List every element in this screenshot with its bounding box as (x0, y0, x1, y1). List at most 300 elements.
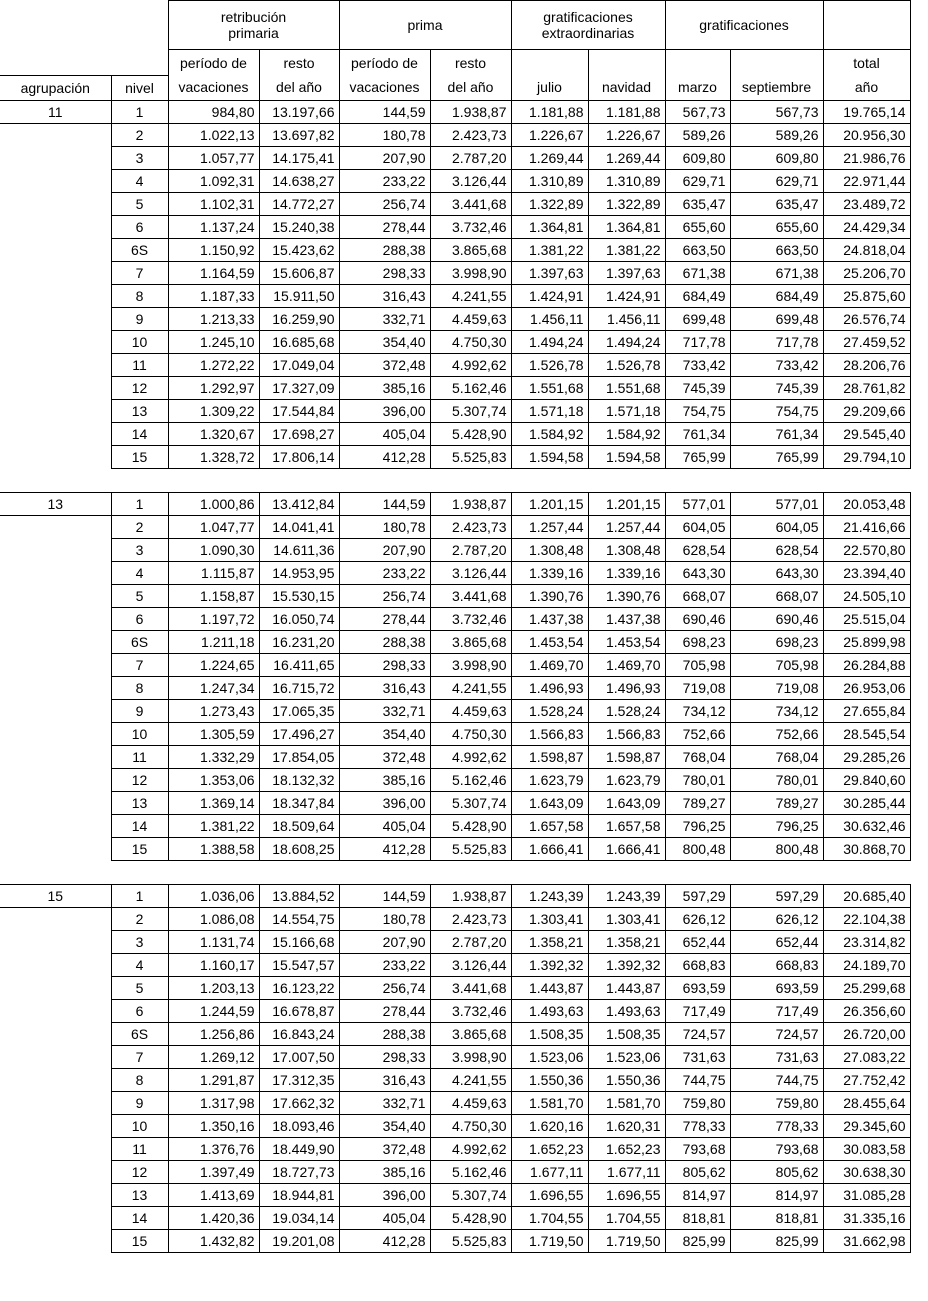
value-cell: 4.992,62 (430, 353, 511, 376)
agrupacion-cell (0, 768, 111, 791)
value-cell: 15.166,68 (259, 930, 339, 953)
value-cell: 1.453,54 (588, 630, 665, 653)
value-cell: 1.309,22 (168, 399, 259, 422)
table-row (0, 492, 910, 515)
nivel-cell: 12 (111, 376, 168, 399)
value-cell: 768,04 (665, 745, 730, 768)
value-cell: 385,16 (339, 1160, 430, 1183)
table-row (0, 100, 910, 123)
value-cell: 3.126,44 (430, 169, 511, 192)
agrupacion-cell (0, 307, 111, 330)
value-cell: 288,38 (339, 238, 430, 261)
value-cell: 5.162,46 (430, 1160, 511, 1183)
value-cell: 671,38 (665, 261, 730, 284)
header-group-total (823, 1, 910, 50)
value-cell: 14.554,75 (259, 907, 339, 930)
value-cell: 765,99 (665, 445, 730, 468)
table-row (0, 1183, 910, 1206)
agrupacion-cell (0, 1022, 111, 1045)
table-row (0, 538, 910, 561)
value-cell: 396,00 (339, 1183, 430, 1206)
table-row (0, 768, 910, 791)
value-cell: 17.049,04 (259, 353, 339, 376)
value-cell: 372,48 (339, 1137, 430, 1160)
value-cell: 1.523,06 (511, 1045, 588, 1068)
nivel-cell: 4 (111, 561, 168, 584)
value-cell: 412,28 (339, 1229, 430, 1252)
value-cell: 1.181,88 (588, 100, 665, 123)
value-cell: 684,49 (730, 284, 823, 307)
value-cell: 1.623,79 (588, 768, 665, 791)
agrupacion-cell (0, 653, 111, 676)
value-cell: 1.397,49 (168, 1160, 259, 1183)
header-blank-2 (0, 50, 111, 76)
value-cell: 719,08 (665, 676, 730, 699)
value-cell: 1.057,77 (168, 146, 259, 169)
header-sub-empty-3 (730, 50, 823, 76)
value-cell: 1.623,79 (511, 768, 588, 791)
value-cell: 744,75 (665, 1068, 730, 1091)
column-header-0: agrupación (0, 75, 111, 100)
table-row (0, 1160, 910, 1183)
nivel-cell: 5 (111, 584, 168, 607)
value-cell: 628,54 (665, 538, 730, 561)
table-row (0, 1045, 910, 1068)
value-cell: 1.392,32 (588, 953, 665, 976)
value-cell: 643,30 (730, 561, 823, 584)
value-cell: 5.525,83 (430, 1229, 511, 1252)
header-blank (0, 1, 168, 50)
value-cell: 1.269,44 (588, 146, 665, 169)
value-cell: 1.594,58 (511, 445, 588, 468)
value-cell: 14.041,41 (259, 515, 339, 538)
value-cell: 1.322,89 (588, 192, 665, 215)
value-cell: 1.528,24 (511, 699, 588, 722)
value-cell: 3.865,68 (430, 1022, 511, 1045)
value-cell: 1.310,89 (588, 169, 665, 192)
value-cell: 668,83 (730, 953, 823, 976)
value-cell: 16.715,72 (259, 676, 339, 699)
header-sub-empty-2 (665, 50, 730, 76)
value-cell: 1.243,39 (511, 884, 588, 907)
value-cell: 754,75 (665, 399, 730, 422)
value-cell: 3.126,44 (430, 953, 511, 976)
table-row (0, 215, 910, 238)
value-cell: 609,80 (730, 146, 823, 169)
value-cell: 180,78 (339, 907, 430, 930)
value-cell: 405,04 (339, 422, 430, 445)
value-cell: 1.719,50 (511, 1229, 588, 1252)
value-cell: 4.459,63 (430, 1091, 511, 1114)
table-row (0, 953, 910, 976)
value-cell: 693,59 (665, 976, 730, 999)
gap-cell (0, 468, 910, 492)
value-cell: 23.489,72 (823, 192, 910, 215)
value-cell: 3.441,68 (430, 584, 511, 607)
value-cell: 16.685,68 (259, 330, 339, 353)
value-cell: 690,46 (665, 607, 730, 630)
table-row (0, 1206, 910, 1229)
value-cell: 1.226,67 (511, 123, 588, 146)
value-cell: 17.544,84 (259, 399, 339, 422)
nivel-cell: 11 (111, 745, 168, 768)
value-cell: 1.353,06 (168, 768, 259, 791)
value-cell: 1.456,11 (511, 307, 588, 330)
value-cell: 31.085,28 (823, 1183, 910, 1206)
value-cell: 278,44 (339, 607, 430, 630)
value-cell: 652,44 (730, 930, 823, 953)
nivel-cell: 8 (111, 284, 168, 307)
value-cell: 1.526,78 (511, 353, 588, 376)
value-cell: 5.307,74 (430, 791, 511, 814)
agrupacion-cell (0, 722, 111, 745)
value-cell: 332,71 (339, 307, 430, 330)
table-row (0, 1229, 910, 1252)
value-cell: 207,90 (339, 538, 430, 561)
value-cell: 1.566,83 (588, 722, 665, 745)
value-cell: 805,62 (665, 1160, 730, 1183)
value-cell: 144,59 (339, 100, 430, 123)
value-cell: 1.269,44 (511, 146, 588, 169)
nivel-cell: 12 (111, 1160, 168, 1183)
value-cell: 1.437,38 (588, 607, 665, 630)
value-cell: 1.494,24 (511, 330, 588, 353)
value-cell: 1.390,76 (588, 584, 665, 607)
value-cell: 626,12 (730, 907, 823, 930)
nivel-cell: 3 (111, 930, 168, 953)
agrupacion-cell (0, 192, 111, 215)
agrupacion-cell (0, 1206, 111, 1229)
value-cell: 1.432,82 (168, 1229, 259, 1252)
value-cell: 1.620,16 (511, 1114, 588, 1137)
gap-cell (0, 860, 910, 884)
value-cell: 372,48 (339, 745, 430, 768)
nivel-cell: 13 (111, 399, 168, 422)
agrupacion-cell (0, 123, 111, 146)
agrupacion-cell (0, 745, 111, 768)
table-row (0, 607, 910, 630)
value-cell: 332,71 (339, 1091, 430, 1114)
value-cell: 17.312,35 (259, 1068, 339, 1091)
value-cell: 768,04 (730, 745, 823, 768)
nivel-cell: 5 (111, 192, 168, 215)
nivel-cell: 6 (111, 999, 168, 1022)
agrupacion-cell (0, 1137, 111, 1160)
value-cell: 1.437,38 (511, 607, 588, 630)
value-cell: 3.126,44 (430, 561, 511, 584)
value-cell: 635,47 (730, 192, 823, 215)
nivel-cell: 6S (111, 238, 168, 261)
value-cell: 1.226,67 (588, 123, 665, 146)
value-cell: 354,40 (339, 330, 430, 353)
value-cell: 1.392,32 (511, 953, 588, 976)
column-header-8: marzo (665, 75, 730, 100)
value-cell: 1.496,93 (511, 676, 588, 699)
value-cell: 597,29 (730, 884, 823, 907)
value-cell: 671,38 (730, 261, 823, 284)
value-cell: 1.308,48 (588, 538, 665, 561)
value-cell: 2.787,20 (430, 146, 511, 169)
value-cell: 800,48 (730, 837, 823, 860)
value-cell: 1.523,06 (588, 1045, 665, 1068)
agrupacion-cell (0, 630, 111, 653)
value-cell: 1.358,21 (511, 930, 588, 953)
nivel-cell: 13 (111, 1183, 168, 1206)
nivel-cell: 1 (111, 884, 168, 907)
value-cell: 1.187,33 (168, 284, 259, 307)
nivel-cell: 15 (111, 445, 168, 468)
value-cell: 21.986,76 (823, 146, 910, 169)
value-cell: 1.424,91 (511, 284, 588, 307)
table-row (0, 330, 910, 353)
value-cell: 698,23 (730, 630, 823, 653)
table-row (0, 1022, 910, 1045)
value-cell: 668,07 (665, 584, 730, 607)
header-sub-1: resto (259, 50, 339, 76)
value-cell: 17.806,14 (259, 445, 339, 468)
value-cell: 717,78 (730, 330, 823, 353)
nivel-cell: 11 (111, 353, 168, 376)
agrupacion-cell (0, 445, 111, 468)
value-cell: 15.911,50 (259, 284, 339, 307)
agrupacion-cell (0, 999, 111, 1022)
value-cell: 2.787,20 (430, 538, 511, 561)
table-row (0, 238, 910, 261)
value-cell: 1.364,81 (511, 215, 588, 238)
value-cell: 396,00 (339, 791, 430, 814)
value-cell: 5.162,46 (430, 376, 511, 399)
value-cell: 805,62 (730, 1160, 823, 1183)
value-cell: 26.953,06 (823, 676, 910, 699)
value-cell: 1.197,72 (168, 607, 259, 630)
value-cell: 17.327,09 (259, 376, 339, 399)
table-row (0, 884, 910, 907)
nivel-cell: 6 (111, 215, 168, 238)
value-cell: 4.750,30 (430, 1114, 511, 1137)
value-cell: 717,78 (665, 330, 730, 353)
value-cell: 29.794,10 (823, 445, 910, 468)
value-cell: 733,42 (665, 353, 730, 376)
value-cell: 17.496,27 (259, 722, 339, 745)
value-cell: 5.307,74 (430, 399, 511, 422)
value-cell: 13.412,84 (259, 492, 339, 515)
value-cell: 1.257,44 (588, 515, 665, 538)
section-gap (0, 468, 910, 492)
value-cell: 4.459,63 (430, 699, 511, 722)
value-cell: 663,50 (665, 238, 730, 261)
value-cell: 800,48 (665, 837, 730, 860)
value-cell: 699,48 (730, 307, 823, 330)
value-cell: 1.320,67 (168, 422, 259, 445)
table-row (0, 630, 910, 653)
nivel-cell: 8 (111, 676, 168, 699)
value-cell: 1.244,59 (168, 999, 259, 1022)
value-cell: 1.328,72 (168, 445, 259, 468)
value-cell: 25.899,98 (823, 630, 910, 653)
value-cell: 780,01 (730, 768, 823, 791)
agrupacion-cell (0, 376, 111, 399)
value-cell: 825,99 (665, 1229, 730, 1252)
value-cell: 27.752,42 (823, 1068, 910, 1091)
value-cell: 28.761,82 (823, 376, 910, 399)
table-row (0, 422, 910, 445)
value-cell: 1.317,98 (168, 1091, 259, 1114)
value-cell: 1.092,31 (168, 169, 259, 192)
value-cell: 1.508,35 (588, 1022, 665, 1045)
value-cell: 1.528,24 (588, 699, 665, 722)
value-cell: 1.243,39 (588, 884, 665, 907)
agrupacion-cell (0, 1114, 111, 1137)
value-cell: 597,29 (665, 884, 730, 907)
value-cell: 1.397,63 (511, 261, 588, 284)
value-cell: 818,81 (730, 1206, 823, 1229)
table-row (0, 1114, 910, 1137)
value-cell: 3.732,46 (430, 999, 511, 1022)
value-cell: 14.175,41 (259, 146, 339, 169)
value-cell: 3.732,46 (430, 215, 511, 238)
agrupacion-cell (0, 284, 111, 307)
value-cell: 1.322,89 (511, 192, 588, 215)
table-row (0, 376, 910, 399)
value-cell: 629,71 (665, 169, 730, 192)
table-row (0, 999, 910, 1022)
value-cell: 1.102,31 (168, 192, 259, 215)
header-sub-3: resto (430, 50, 511, 76)
table-row (0, 561, 910, 584)
value-cell: 663,50 (730, 238, 823, 261)
agrupacion-cell (0, 353, 111, 376)
value-cell: 626,12 (665, 907, 730, 930)
value-cell: 652,44 (665, 930, 730, 953)
value-cell: 24.818,04 (823, 238, 910, 261)
value-cell: 18.093,46 (259, 1114, 339, 1137)
value-cell: 405,04 (339, 1206, 430, 1229)
value-cell: 4.241,55 (430, 1068, 511, 1091)
value-cell: 1.269,12 (168, 1045, 259, 1068)
value-cell: 316,43 (339, 284, 430, 307)
table-row (0, 445, 910, 468)
agrupacion-cell (0, 1045, 111, 1068)
value-cell: 28.206,76 (823, 353, 910, 376)
value-cell: 1.388,58 (168, 837, 259, 860)
value-cell: 1.453,54 (511, 630, 588, 653)
value-cell: 16.259,90 (259, 307, 339, 330)
value-cell: 1.469,70 (511, 653, 588, 676)
value-cell: 825,99 (730, 1229, 823, 1252)
value-cell: 1.211,18 (168, 630, 259, 653)
value-cell: 1.677,11 (511, 1160, 588, 1183)
value-cell: 16.411,65 (259, 653, 339, 676)
value-cell: 278,44 (339, 999, 430, 1022)
agrupacion-cell (0, 330, 111, 353)
nivel-cell: 12 (111, 768, 168, 791)
value-cell: 233,22 (339, 561, 430, 584)
agrupacion-cell: 13 (0, 492, 111, 515)
value-cell: 256,74 (339, 192, 430, 215)
value-cell: 233,22 (339, 953, 430, 976)
nivel-cell: 7 (111, 1045, 168, 1068)
value-cell: 577,01 (665, 492, 730, 515)
agrupacion-cell (0, 515, 111, 538)
value-cell: 1.000,86 (168, 492, 259, 515)
nivel-cell: 2 (111, 123, 168, 146)
value-cell: 180,78 (339, 515, 430, 538)
table-row (0, 814, 910, 837)
value-cell: 24.429,34 (823, 215, 910, 238)
value-cell: 1.245,10 (168, 330, 259, 353)
value-cell: 589,26 (665, 123, 730, 146)
value-cell: 1.201,15 (511, 492, 588, 515)
value-cell: 354,40 (339, 1114, 430, 1137)
nivel-cell: 10 (111, 1114, 168, 1137)
value-cell: 19.034,14 (259, 1206, 339, 1229)
value-cell: 1.494,24 (588, 330, 665, 353)
value-cell: 745,39 (665, 376, 730, 399)
table-row (0, 722, 910, 745)
value-cell: 1.181,88 (511, 100, 588, 123)
value-cell: 1.677,11 (588, 1160, 665, 1183)
table-row (0, 653, 910, 676)
value-cell: 1.493,63 (588, 999, 665, 1022)
nivel-cell: 6S (111, 1022, 168, 1045)
nivel-cell: 10 (111, 330, 168, 353)
value-cell: 25.875,60 (823, 284, 910, 307)
value-cell: 1.938,87 (430, 884, 511, 907)
agrupacion-cell (0, 561, 111, 584)
agrupacion-cell (0, 399, 111, 422)
value-cell: 1.390,76 (511, 584, 588, 607)
value-cell: 288,38 (339, 1022, 430, 1045)
table-row (0, 907, 910, 930)
table-row (0, 515, 910, 538)
value-cell: 717,49 (730, 999, 823, 1022)
agrupacion-cell (0, 1068, 111, 1091)
nivel-cell: 2 (111, 907, 168, 930)
value-cell: 2.787,20 (430, 930, 511, 953)
value-cell: 1.456,11 (588, 307, 665, 330)
value-cell: 577,01 (730, 492, 823, 515)
value-cell: 412,28 (339, 837, 430, 860)
value-cell: 761,34 (665, 422, 730, 445)
value-cell: 1.657,58 (588, 814, 665, 837)
value-cell: 1.201,15 (588, 492, 665, 515)
value-cell: 18.132,32 (259, 768, 339, 791)
agrupacion-cell (0, 1091, 111, 1114)
table-row (0, 837, 910, 860)
value-cell: 27.655,84 (823, 699, 910, 722)
value-cell: 1.158,87 (168, 584, 259, 607)
header-sub-0: período de (168, 50, 259, 76)
value-cell: 731,63 (665, 1045, 730, 1068)
value-cell: 298,33 (339, 653, 430, 676)
value-cell: 372,48 (339, 353, 430, 376)
value-cell: 18.509,64 (259, 814, 339, 837)
value-cell: 144,59 (339, 492, 430, 515)
value-cell: 30.083,58 (823, 1137, 910, 1160)
value-cell: 4.241,55 (430, 284, 511, 307)
table-row (0, 584, 910, 607)
value-cell: 1.550,36 (511, 1068, 588, 1091)
value-cell: 1.203,13 (168, 976, 259, 999)
nivel-cell: 6S (111, 630, 168, 653)
value-cell: 1.413,69 (168, 1183, 259, 1206)
value-cell: 27.459,52 (823, 330, 910, 353)
value-cell: 4.750,30 (430, 722, 511, 745)
value-cell: 604,05 (730, 515, 823, 538)
agrupacion-cell (0, 215, 111, 238)
nivel-cell: 7 (111, 653, 168, 676)
value-cell: 1.526,78 (588, 353, 665, 376)
